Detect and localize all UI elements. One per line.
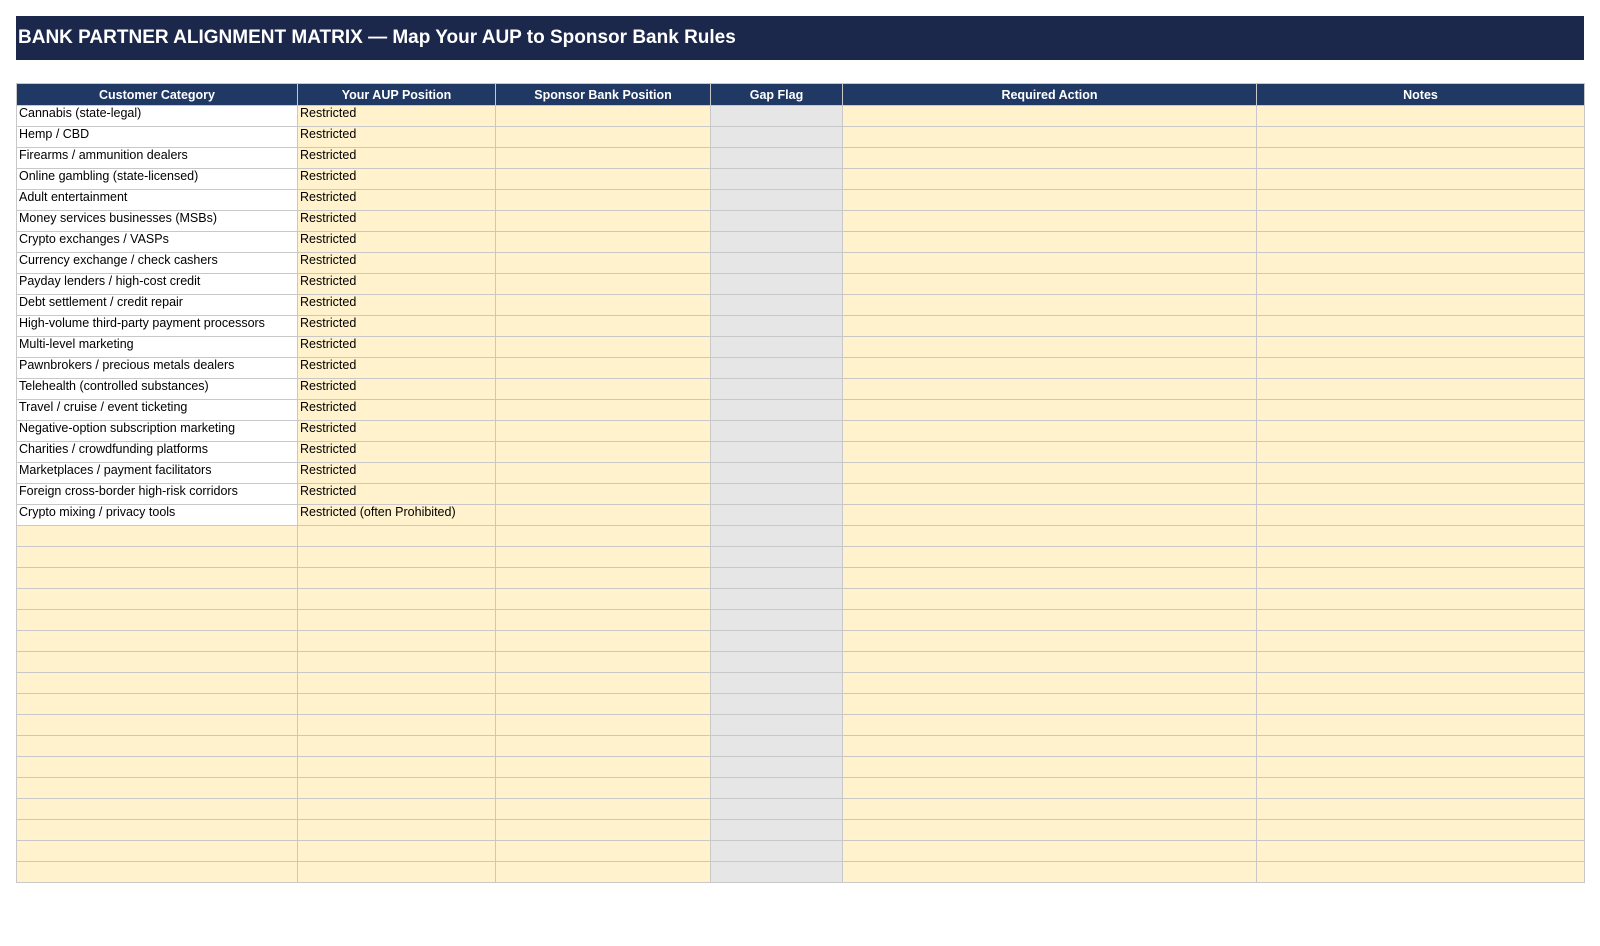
table-row (17, 190, 1585, 211)
aup-position-cell[interactable]: Restricted (298, 379, 496, 400)
notes-cell[interactable] (1257, 169, 1585, 190)
table-row (17, 484, 1585, 505)
customer-category-cell[interactable]: Currency exchange / check cashers (17, 253, 298, 274)
sponsor-bank-position-cell[interactable] (496, 841, 711, 862)
required-action-cell[interactable] (843, 778, 1257, 799)
aup-position-cell[interactable]: Restricted (298, 169, 496, 190)
aup-position-cell[interactable]: Restricted (298, 127, 496, 148)
gap-flag-cell[interactable] (711, 190, 843, 211)
notes-cell[interactable] (1257, 274, 1585, 295)
customer-category-cell[interactable] (17, 820, 298, 841)
aup-position-cell[interactable] (298, 799, 496, 820)
aup-position-cell[interactable]: Restricted (298, 211, 496, 232)
required-action-cell[interactable] (843, 799, 1257, 820)
sponsor-bank-position-cell[interactable] (496, 232, 711, 253)
required-action-cell[interactable] (843, 547, 1257, 568)
required-action-cell[interactable] (843, 442, 1257, 463)
customer-category-cell[interactable] (17, 778, 298, 799)
table-row (17, 400, 1585, 421)
required-action-cell[interactable] (843, 505, 1257, 526)
customer-category-cell[interactable]: Hemp / CBD (17, 127, 298, 148)
notes-cell[interactable] (1257, 631, 1585, 652)
customer-category-cell[interactable] (17, 736, 298, 757)
sponsor-bank-position-cell[interactable] (496, 190, 711, 211)
aup-position-cell[interactable]: Restricted (298, 400, 496, 421)
gap-flag-cell[interactable] (711, 253, 843, 274)
notes-cell[interactable] (1257, 295, 1585, 316)
table-row (17, 211, 1585, 232)
blank-table-row (17, 610, 1585, 631)
sponsor-bank-position-cell[interactable] (496, 778, 711, 799)
aup-position-cell[interactable] (298, 694, 496, 715)
gap-flag-cell[interactable] (711, 862, 843, 883)
customer-category-cell[interactable] (17, 673, 298, 694)
sponsor-bank-position-cell[interactable] (496, 610, 711, 631)
aup-position-cell[interactable] (298, 841, 496, 862)
gap-flag-cell[interactable] (711, 505, 843, 526)
gap-flag-cell[interactable] (711, 799, 843, 820)
required-action-cell[interactable] (843, 295, 1257, 316)
gap-flag-cell[interactable] (711, 106, 843, 127)
notes-cell[interactable] (1257, 379, 1585, 400)
notes-cell[interactable] (1257, 505, 1585, 526)
required-action-cell[interactable] (843, 757, 1257, 778)
blank-table-row (17, 778, 1585, 799)
gap-flag-cell[interactable] (711, 148, 843, 169)
sponsor-bank-position-cell[interactable] (496, 526, 711, 547)
notes-cell[interactable] (1257, 610, 1585, 631)
notes-cell[interactable] (1257, 652, 1585, 673)
notes-cell[interactable] (1257, 526, 1585, 547)
aup-position-cell[interactable]: Restricted (298, 484, 496, 505)
gap-flag-cell[interactable] (711, 568, 843, 589)
aup-position-cell[interactable] (298, 526, 496, 547)
sponsor-bank-position-cell[interactable] (496, 799, 711, 820)
customer-category-cell[interactable]: Payday lenders / high-cost credit (17, 274, 298, 295)
gap-flag-cell[interactable] (711, 526, 843, 547)
customer-category-cell[interactable] (17, 862, 298, 883)
blank-table-row (17, 862, 1585, 883)
sponsor-bank-position-cell[interactable] (496, 463, 711, 484)
gap-flag-cell[interactable] (711, 778, 843, 799)
customer-category-cell[interactable] (17, 652, 298, 673)
customer-category-cell[interactable] (17, 715, 298, 736)
blank-table-row (17, 652, 1585, 673)
required-action-cell[interactable] (843, 127, 1257, 148)
aup-position-cell[interactable]: Restricted (298, 316, 496, 337)
customer-category-cell[interactable]: Cannabis (state-legal) (17, 106, 298, 127)
notes-cell[interactable] (1257, 316, 1585, 337)
table-row (17, 106, 1585, 127)
aup-position-cell[interactable]: Restricted (298, 463, 496, 484)
aup-position-cell[interactable]: Restricted (298, 148, 496, 169)
customer-category-cell[interactable] (17, 799, 298, 820)
required-action-cell[interactable] (843, 841, 1257, 862)
table-row (17, 274, 1585, 295)
notes-cell[interactable] (1257, 568, 1585, 589)
col-header-notes[interactable]: Notes (1257, 84, 1585, 106)
sponsor-bank-position-cell[interactable] (496, 652, 711, 673)
sponsor-bank-position-cell[interactable] (496, 379, 711, 400)
notes-cell[interactable] (1257, 211, 1585, 232)
aup-position-cell[interactable]: Restricted (298, 421, 496, 442)
notes-cell[interactable] (1257, 127, 1585, 148)
required-action-cell[interactable] (843, 148, 1257, 169)
notes-cell[interactable] (1257, 589, 1585, 610)
aup-position-cell[interactable]: Restricted (298, 295, 496, 316)
notes-cell[interactable] (1257, 484, 1585, 505)
required-action-cell[interactable] (843, 631, 1257, 652)
notes-cell[interactable] (1257, 694, 1585, 715)
table-row (17, 442, 1585, 463)
aup-position-cell[interactable] (298, 568, 496, 589)
required-action-cell[interactable] (843, 274, 1257, 295)
aup-position-cell[interactable] (298, 862, 496, 883)
notes-cell[interactable] (1257, 148, 1585, 169)
required-action-cell[interactable] (843, 463, 1257, 484)
required-action-cell[interactable] (843, 421, 1257, 442)
gap-flag-cell[interactable] (711, 421, 843, 442)
notes-cell[interactable] (1257, 253, 1585, 274)
required-action-cell[interactable] (843, 316, 1257, 337)
table-row (17, 148, 1585, 169)
table-row (17, 505, 1585, 526)
table-row (17, 127, 1585, 148)
customer-category-cell[interactable] (17, 757, 298, 778)
sponsor-bank-position-cell[interactable] (496, 568, 711, 589)
sponsor-bank-position-cell[interactable] (496, 673, 711, 694)
sponsor-bank-position-cell[interactable] (496, 694, 711, 715)
gap-flag-cell[interactable] (711, 442, 843, 463)
customer-category-cell[interactable]: Telehealth (controlled substances) (17, 379, 298, 400)
notes-cell[interactable] (1257, 190, 1585, 211)
sponsor-bank-position-cell[interactable] (496, 547, 711, 568)
customer-category-cell[interactable]: Foreign cross-border high-risk corridors (17, 484, 298, 505)
notes-cell[interactable] (1257, 547, 1585, 568)
blank-table-row (17, 820, 1585, 841)
notes-cell[interactable] (1257, 862, 1585, 883)
gap-flag-cell[interactable] (711, 589, 843, 610)
gap-flag-cell[interactable] (711, 610, 843, 631)
customer-category-cell[interactable]: Negative-option subscription marketing (17, 421, 298, 442)
customer-category-cell[interactable] (17, 526, 298, 547)
customer-category-cell[interactable]: Debt settlement / credit repair (17, 295, 298, 316)
notes-cell[interactable] (1257, 673, 1585, 694)
aup-position-cell[interactable]: Restricted (298, 442, 496, 463)
notes-cell[interactable] (1257, 841, 1585, 862)
gap-flag-cell[interactable] (711, 274, 843, 295)
required-action-cell[interactable] (843, 568, 1257, 589)
table-row (17, 379, 1585, 400)
notes-cell[interactable] (1257, 106, 1585, 127)
sponsor-bank-position-cell[interactable] (496, 820, 711, 841)
gap-flag-cell[interactable] (711, 652, 843, 673)
gap-flag-cell[interactable] (711, 631, 843, 652)
blank-table-row (17, 841, 1585, 862)
aup-position-cell[interactable] (298, 631, 496, 652)
customer-category-cell[interactable]: Adult entertainment (17, 190, 298, 211)
gap-flag-cell[interactable] (711, 547, 843, 568)
aup-position-cell[interactable] (298, 736, 496, 757)
sponsor-bank-position-cell[interactable] (496, 337, 711, 358)
gap-flag-cell[interactable] (711, 295, 843, 316)
col-header-gap-flag[interactable]: Gap Flag (711, 84, 843, 106)
gap-flag-cell[interactable] (711, 463, 843, 484)
blank-table-row (17, 694, 1585, 715)
notes-cell[interactable] (1257, 778, 1585, 799)
col-header-aup-position[interactable]: Your AUP Position (298, 84, 496, 106)
sponsor-bank-position-cell[interactable] (496, 421, 711, 442)
gap-flag-cell[interactable] (711, 673, 843, 694)
required-action-cell[interactable] (843, 484, 1257, 505)
customer-category-cell[interactable] (17, 547, 298, 568)
customer-category-cell[interactable] (17, 694, 298, 715)
aup-position-cell[interactable] (298, 652, 496, 673)
required-action-cell[interactable] (843, 106, 1257, 127)
sponsor-bank-position-cell[interactable] (496, 442, 711, 463)
table-row (17, 232, 1585, 253)
gap-flag-cell[interactable] (711, 232, 843, 253)
required-action-cell[interactable] (843, 610, 1257, 631)
required-action-cell[interactable] (843, 232, 1257, 253)
table-row (17, 316, 1585, 337)
notes-cell[interactable] (1257, 337, 1585, 358)
gap-flag-cell[interactable] (711, 736, 843, 757)
blank-table-row (17, 526, 1585, 547)
required-action-cell[interactable] (843, 211, 1257, 232)
table-row (17, 295, 1585, 316)
blank-table-row (17, 736, 1585, 757)
sponsor-bank-position-cell[interactable] (496, 211, 711, 232)
customer-category-cell[interactable]: Money services businesses (MSBs) (17, 211, 298, 232)
gap-flag-cell[interactable] (711, 715, 843, 736)
gap-flag-cell[interactable] (711, 337, 843, 358)
table-row (17, 358, 1585, 379)
notes-cell[interactable] (1257, 799, 1585, 820)
sheet-title: BANK PARTNER ALIGNMENT MATRIX — Map Your AUP to Sponsor Bank Rules (16, 16, 1584, 60)
aup-position-cell[interactable]: Restricted (298, 253, 496, 274)
aup-position-cell[interactable]: Restricted (298, 358, 496, 379)
table-row (17, 253, 1585, 274)
blank-table-row (17, 589, 1585, 610)
customer-category-cell[interactable] (17, 568, 298, 589)
sponsor-bank-position-cell[interactable] (496, 631, 711, 652)
alignment-matrix-table (16, 83, 1585, 883)
sponsor-bank-position-cell[interactable] (496, 274, 711, 295)
required-action-cell[interactable] (843, 526, 1257, 547)
blank-table-row (17, 799, 1585, 820)
blank-table-row (17, 547, 1585, 568)
sponsor-bank-position-cell[interactable] (496, 400, 711, 421)
aup-position-cell[interactable]: Restricted (298, 106, 496, 127)
required-action-cell[interactable] (843, 673, 1257, 694)
sponsor-bank-position-cell[interactable] (496, 127, 711, 148)
sponsor-bank-position-cell[interactable] (496, 169, 711, 190)
customer-category-cell[interactable]: Crypto exchanges / VASPs (17, 232, 298, 253)
aup-position-cell[interactable] (298, 589, 496, 610)
gap-flag-cell[interactable] (711, 379, 843, 400)
aup-position-cell[interactable] (298, 673, 496, 694)
required-action-cell[interactable] (843, 253, 1257, 274)
required-action-cell[interactable] (843, 190, 1257, 211)
notes-cell[interactable] (1257, 421, 1585, 442)
gap-flag-cell[interactable] (711, 316, 843, 337)
aup-position-cell[interactable] (298, 715, 496, 736)
matrix-body (17, 106, 1585, 883)
notes-cell[interactable] (1257, 400, 1585, 421)
gap-flag-cell[interactable] (711, 757, 843, 778)
customer-category-cell[interactable] (17, 610, 298, 631)
sponsor-bank-position-cell[interactable] (496, 862, 711, 883)
required-action-cell[interactable] (843, 862, 1257, 883)
sponsor-bank-position-cell[interactable] (496, 736, 711, 757)
notes-cell[interactable] (1257, 358, 1585, 379)
customer-category-cell[interactable]: Firearms / ammunition dealers (17, 148, 298, 169)
col-header-required-action[interactable]: Required Action (843, 84, 1257, 106)
notes-cell[interactable] (1257, 736, 1585, 757)
customer-category-cell[interactable] (17, 589, 298, 610)
gap-flag-cell[interactable] (711, 694, 843, 715)
blank-table-row (17, 673, 1585, 694)
customer-category-cell[interactable]: Pawnbrokers / precious metals dealers (17, 358, 298, 379)
sponsor-bank-position-cell[interactable] (496, 589, 711, 610)
gap-flag-cell[interactable] (711, 127, 843, 148)
required-action-cell[interactable] (843, 169, 1257, 190)
notes-cell[interactable] (1257, 442, 1585, 463)
sponsor-bank-position-cell[interactable] (496, 757, 711, 778)
sponsor-bank-position-cell[interactable] (496, 484, 711, 505)
aup-position-cell[interactable] (298, 547, 496, 568)
blank-table-row (17, 568, 1585, 589)
required-action-cell[interactable] (843, 358, 1257, 379)
notes-cell[interactable] (1257, 715, 1585, 736)
aup-position-cell[interactable]: Restricted (298, 274, 496, 295)
required-action-cell[interactable] (843, 379, 1257, 400)
sponsor-bank-position-cell[interactable] (496, 148, 711, 169)
col-header-customer-category[interactable]: Customer Category (17, 84, 298, 106)
aup-position-cell[interactable] (298, 820, 496, 841)
sponsor-bank-position-cell[interactable] (496, 715, 711, 736)
table-row (17, 169, 1585, 190)
required-action-cell[interactable] (843, 820, 1257, 841)
header-row (17, 84, 1585, 106)
customer-category-cell[interactable]: High-volume third-party payment processors (17, 316, 298, 337)
customer-category-cell[interactable]: Online gambling (state-licensed) (17, 169, 298, 190)
gap-flag-cell[interactable] (711, 841, 843, 862)
customer-category-cell[interactable] (17, 841, 298, 862)
aup-position-cell[interactable]: Restricted (often Prohibited) (298, 505, 496, 526)
customer-category-cell[interactable]: Marketplaces / payment facilitators (17, 463, 298, 484)
sponsor-bank-position-cell[interactable] (496, 106, 711, 127)
required-action-cell[interactable] (843, 694, 1257, 715)
notes-cell[interactable] (1257, 757, 1585, 778)
aup-position-cell[interactable] (298, 610, 496, 631)
sponsor-bank-position-cell[interactable] (496, 358, 711, 379)
required-action-cell[interactable] (843, 400, 1257, 421)
aup-position-cell[interactable]: Restricted (298, 337, 496, 358)
required-action-cell[interactable] (843, 589, 1257, 610)
customer-category-cell[interactable]: Crypto mixing / privacy tools (17, 505, 298, 526)
sponsor-bank-position-cell[interactable] (496, 253, 711, 274)
table-row (17, 421, 1585, 442)
notes-cell[interactable] (1257, 820, 1585, 841)
required-action-cell[interactable] (843, 337, 1257, 358)
gap-flag-cell[interactable] (711, 211, 843, 232)
gap-flag-cell[interactable] (711, 169, 843, 190)
table-row (17, 463, 1585, 484)
customer-category-cell[interactable]: Multi-level marketing (17, 337, 298, 358)
gap-flag-cell[interactable] (711, 358, 843, 379)
table-row (17, 337, 1585, 358)
customer-category-cell[interactable]: Travel / cruise / event ticketing (17, 400, 298, 421)
required-action-cell[interactable] (843, 715, 1257, 736)
blank-table-row (17, 715, 1585, 736)
sponsor-bank-position-cell[interactable] (496, 505, 711, 526)
aup-position-cell[interactable]: Restricted (298, 232, 496, 253)
blank-table-row (17, 631, 1585, 652)
required-action-cell[interactable] (843, 736, 1257, 757)
sponsor-bank-position-cell[interactable] (496, 295, 711, 316)
gap-flag-cell[interactable] (711, 400, 843, 421)
blank-table-row (17, 757, 1585, 778)
customer-category-cell[interactable] (17, 631, 298, 652)
gap-flag-cell[interactable] (711, 820, 843, 841)
aup-position-cell[interactable]: Restricted (298, 190, 496, 211)
customer-category-cell[interactable]: Charities / crowdfunding platforms (17, 442, 298, 463)
required-action-cell[interactable] (843, 652, 1257, 673)
aup-position-cell[interactable] (298, 778, 496, 799)
sponsor-bank-position-cell[interactable] (496, 316, 711, 337)
notes-cell[interactable] (1257, 463, 1585, 484)
aup-position-cell[interactable] (298, 757, 496, 778)
notes-cell[interactable] (1257, 232, 1585, 253)
gap-flag-cell[interactable] (711, 484, 843, 505)
col-header-sponsor-bank-position[interactable]: Sponsor Bank Position (496, 84, 711, 106)
